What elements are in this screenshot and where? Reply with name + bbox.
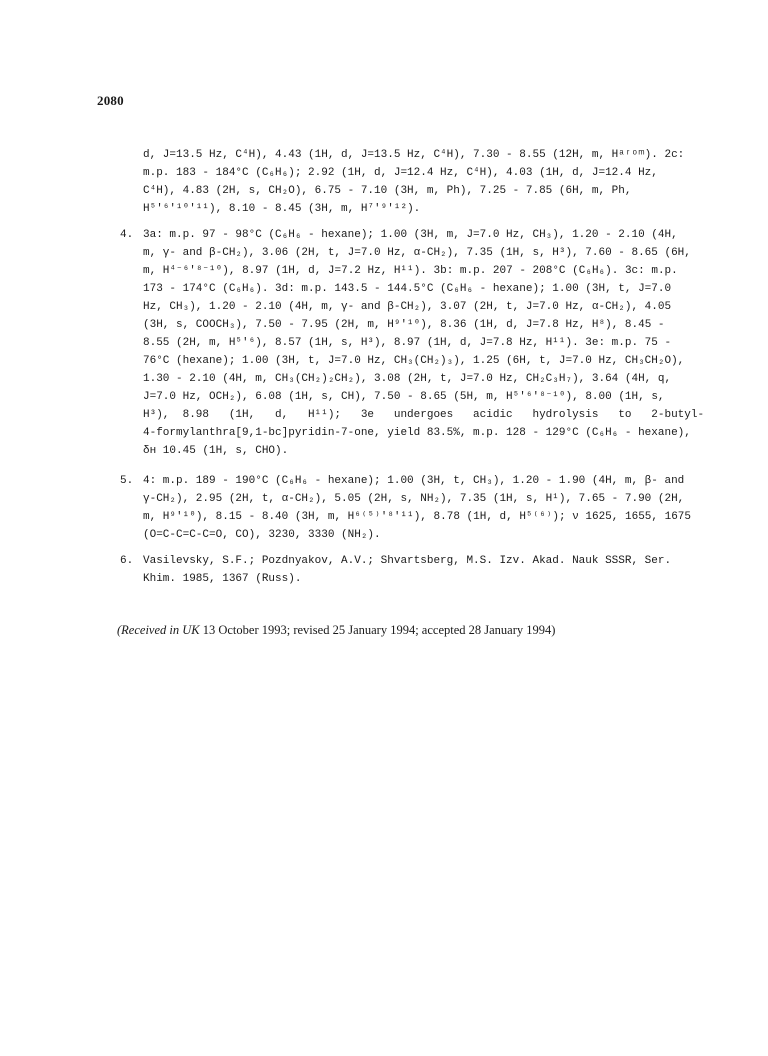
received-open: (Received in UK [117,623,203,637]
reference-number: 6. [120,555,134,567]
reference-line: H⁵ʹ⁶ʹ¹⁰ʹ¹¹), 8.10 - 8.45 (3H, m, H⁷ʹ⁹ʹ¹²). [143,203,421,215]
accepted-date: 28 January [468,623,524,637]
received-dates-note [117,623,555,638]
reference-number: 4. [120,229,134,241]
received-close: 1994) [523,623,556,637]
reference-line: 1.30 - 2.10 (4H, m, CH₃(CH₂)₂CH₂), 3.08 (2H, t, J=7.0 Hz, CH₂C₃H₇), 3.64 (4H, q, [143,373,672,385]
reference-line: Khim. 1985, 1367 (Russ). [143,573,302,585]
reference-line: m, γ- and β-CH₂), 3.06 (2H, t, J=7.0 Hz, α-CH₂), 7.35 (1H, s, H³), 7.60 - 8.65 (6H, [143,247,691,259]
page-number: 2080 [97,93,124,108]
received-mid-1: 1993; revised [258,623,333,637]
reference-line: 4: m.p. 189 - 190°C (C₆H₆ - hexane); 1.00 (3H, t, CH₃), 1.20 - 1.90 (4H, m, β- and [143,475,685,487]
reference-line: d, J=13.5 Hz, C⁴H), 4.43 (1H, d, J=13.5 Hz, C⁴H), 7.30 - 8.55 (12H, m, Hᵃʳᵒᵐ). 2c: [143,149,685,161]
reference-line: m.p. 183 - 184°C (C₆H₆); 2.92 (1H, d, J=12.4 Hz, C⁴H), 4.03 (1H, d, J=12.4 Hz, [143,167,658,179]
reference-line: 76°C (hexane); 1.00 (3H, t, J=7.0 Hz, CH₃(CH₂)₃), 1.25 (6H, t, J=7.0 Hz, CH₃CH₂O), [143,355,685,367]
reference-line: m, H⁴⁻⁶ʹ⁸⁻¹⁰), 8.97 (1H, d, J=7.2 Hz, H¹¹). 3b: m.p. 207 - 208°C (C₆H₆). 3c: m.p. [143,265,678,277]
reference-line: Hz, CH₃), 1.20 - 2.10 (4H, m, γ- and β-CH₂), 3.07 (2H, t, J=7.0 Hz, α-CH₂), 4.05 [143,301,672,313]
reference-line: δʜ 10.45 (1H, s, CHO). [143,445,289,457]
received-date: 13 October [202,623,259,637]
reference-line: 3a: m.p. 97 - 98°C (C₆H₆ - hexane); 1.00 (3H, m, J=7.0 Hz, CH₃), 1.20 - 2.10 (4H, [143,229,678,241]
reference-line: (3H, s, COOCH₃), 7.50 - 7.95 (2H, m, H⁹ʹ¹⁰), 8.36 (1H, d, J=7.8 Hz, H⁸), 8.45 - [143,319,665,331]
reference-line: 173 - 174°C (C₆H₆). 3d: m.p. 143.5 - 144.5°C (C₆H₆ - hexane); 1.00 (3H, t, J=7.0 [143,283,672,295]
reference-line: C⁴H), 4.83 (2H, s, CH₂O), 6.75 - 7.10 (3H, m, Ph), 7.25 - 7.85 (6H, m, Ph, [143,185,632,197]
reference-line: H³), 8.98 (1H, d, H¹¹); 3e undergoes acidic hydrolysis to 2-butyl- [143,409,705,421]
reference-line: m, H⁹ʹ¹⁰), 8.15 - 8.40 (3H, m, H⁶⁽⁵⁾ʹ⁸ʹ¹¹), 8.78 (1H, d, H⁵⁽⁶⁾); ν 1625, 1655, 1675 [143,511,691,523]
reference-line: J=7.0 Hz, OCH₂), 6.08 (1H, s, CH), 7.50 - 8.65 (5H, m, H⁵ʹ⁶ʹ⁸⁻¹⁰), 8.00 (1H, s, [143,391,665,403]
reference-number: 5. [120,475,134,487]
reference-line: 4-formylanthra[9,1-bc]pyridin-7-one, yield 83.5%, m.p. 128 - 129°C (C₆H₆ - hexane), [143,427,691,439]
revised-date: 25 January [332,623,388,637]
reference-line: 8.55 (2H, m, H⁵ʹ⁶), 8.57 (1H, s, H³), 8.97 (1H, d, J=7.8 Hz, H¹¹). 3e: m.p. 75 - [143,337,672,349]
reference-line: γ-CH₂), 2.95 (2H, t, α-CH₂), 5.05 (2H, s, NH₂), 7.35 (1H, s, H¹), 7.65 - 7.90 (2H, [143,493,685,505]
received-mid-2: 1994; accepted [387,623,469,637]
reference-line: (O=C-C=C-C=O, CO), 3230, 3330 (NH₂). [143,529,381,541]
reference-line: Vasilevsky, S.F.; Pozdnyakov, A.V.; Shvartsberg, M.S. Izv. Akad. Nauk SSSR, Ser. [143,555,672,567]
